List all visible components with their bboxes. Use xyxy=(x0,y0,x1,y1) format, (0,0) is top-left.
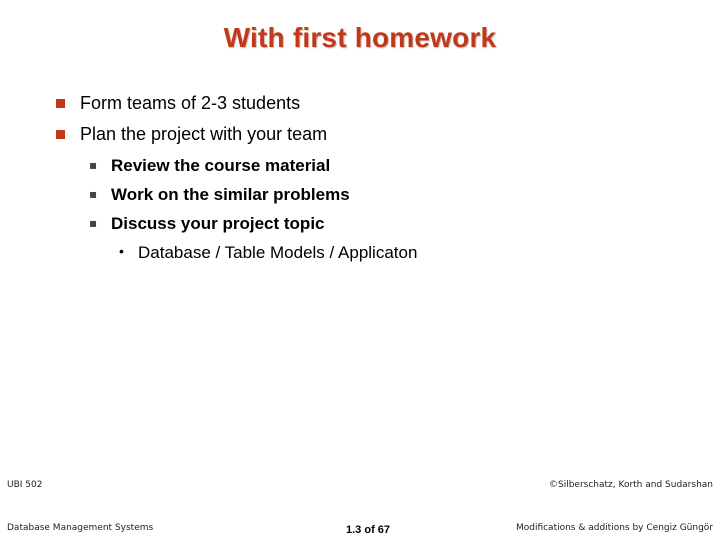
sub-sub-bullet-item: Database / Table Models / Applicaton xyxy=(138,243,418,262)
sub-bullet-item: Review the course material xyxy=(111,156,331,175)
dot-bullet-icon: • xyxy=(119,243,124,259)
sub-bullet-item: Work on the similar problems xyxy=(111,185,350,204)
footer-page-number: 1.3 of 67 xyxy=(346,524,391,536)
bullet-item: Plan the project with your team xyxy=(80,124,328,144)
bullet-item: Form teams of 2-3 students xyxy=(80,93,301,113)
footer-course-code: UBI 502 xyxy=(7,480,43,490)
square-bullet-icon xyxy=(56,99,65,108)
square-bullet-icon xyxy=(56,130,65,139)
small-square-bullet-icon: ▪ xyxy=(89,187,98,201)
footer-course-name: Database Management Systems xyxy=(7,523,154,533)
footer-modifications: Modifications & additions by Cengiz Güngör xyxy=(515,523,713,533)
slide-title: With first homework xyxy=(223,22,497,53)
sub-bullet-item: Discuss your project topic xyxy=(111,214,325,233)
small-square-bullet-icon: ▪ xyxy=(89,158,98,172)
footer-copyright: ©Silberschatz, Korth and Sudarshan xyxy=(549,480,713,490)
small-square-bullet-icon: ▪ xyxy=(89,216,98,230)
